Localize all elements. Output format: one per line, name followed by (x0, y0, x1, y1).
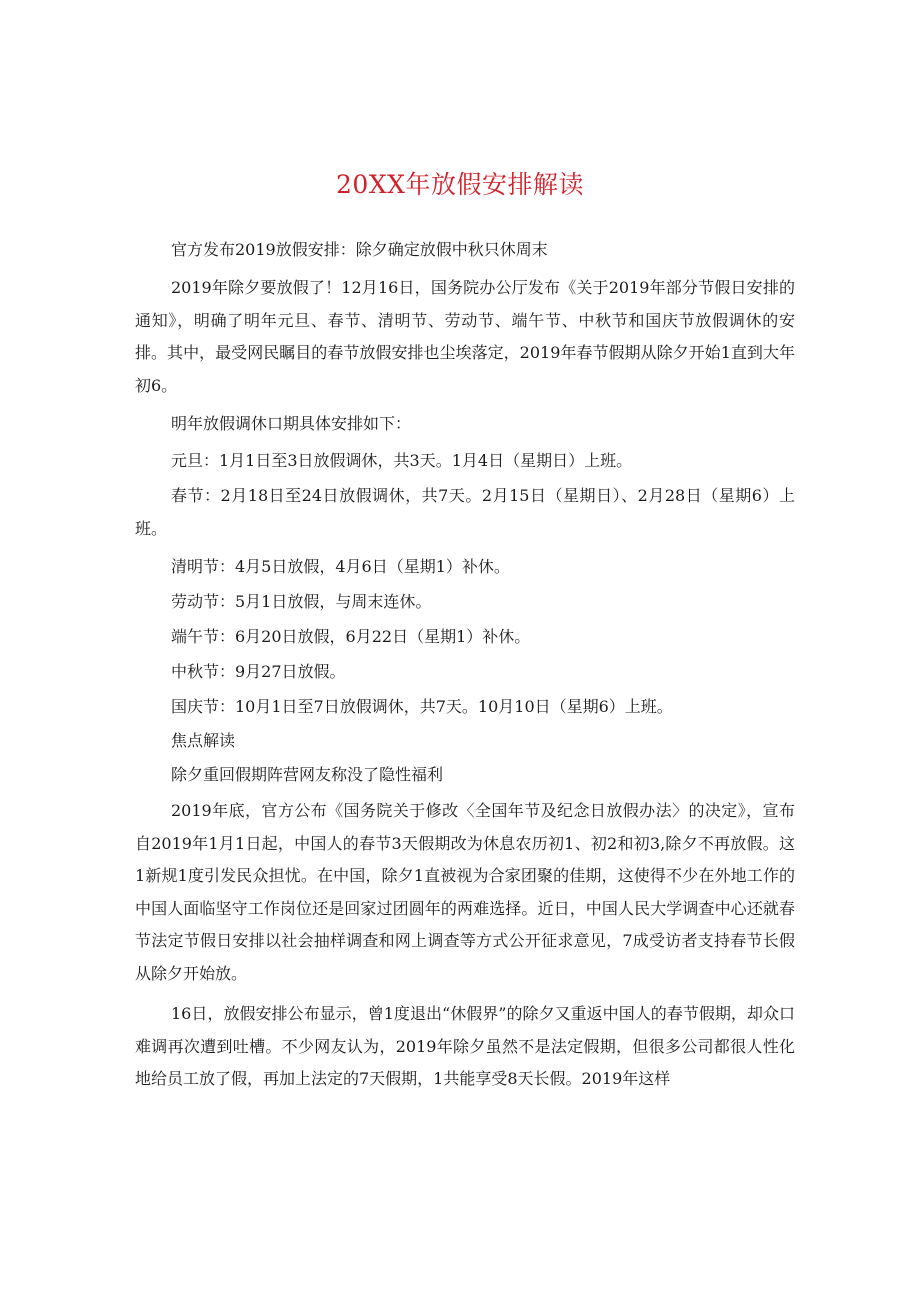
paragraph-qingming: 清明节：4月5日放假，4月6日（星期1）补休。 (171, 557, 510, 576)
document-body (135, 238, 795, 1096)
paragraph-subheading: 除夕重回假期阵营网友称没了隐性福利 (171, 765, 444, 784)
paragraph-reaction: 16日，放假安排公布显示，曾1度退出“休假界”的除夕又重返中国人的春节假期，却众口难调再次遭到吐槽。不少网友认为，2019年除夕虽然不是法定假期，但很多公司都很人性化地给员工放了假，再加上法定的7天假期，1共能享受8天长假。2019年这样 (135, 1004, 795, 1088)
paragraph-announcement: 官方发布2019放假安排：除夕确定放假中秋只休周末 (171, 240, 548, 259)
paragraph-background: 2019年底，官方公布《国务院关于修改〈全国年节及纪念日放假办法〉的决定》，宣布自2019年1月1日起，中国人的春节3天假期改为休息农历初1、初2和初3,除夕不再放假。这1新规1度引发民众担忧。在中国，除夕1直被视为合家团聚的佳期，这使得不少在外地工作的中国人面临坚守工作岗位还是回家过团圆年的两难选择。近日，中国人民大学调查中心还就春节法定节假日安排以社会抽样调查和网上调查等方式公开征求意见，7成受访者支持春节长假从除夕开始放。 (135, 801, 795, 983)
paragraph-focus-heading: 焦点解读 (171, 731, 236, 750)
paragraph-dragon-boat: 端午节：6月20日放假，6月22日（星期1）补休。 (171, 627, 531, 646)
paragraph-labor-day: 劳动节：5月1日放假，与周末连休。 (171, 592, 432, 611)
document-title: 20XX年放假安排解读 (336, 170, 584, 199)
paragraph-mid-autumn: 中秋节：9月27日放假。 (171, 662, 346, 681)
paragraph-spring-festival: 春节：2月18日至24日放假调休，共7天。2月15日（星期日）、2月28日（星期6）上班。 (135, 486, 795, 538)
paragraph-intro: 2019年除夕要放假了！12月16日，国务院办公厅发布《关于2019年部分节假日安排的通知》，明确了明年元旦、春节、清明节、劳动节、端午节、中秋节和国庆节放假调休的安排。其中，最受网民瞩目的春节放假安排也尘埃落定，2019年春节假期从除夕开始1直到大年初6。 (135, 278, 795, 395)
paragraph-national-day: 国庆节：10月1日至7日放假调休，共7天。10月10日（星期6）上班。 (171, 697, 673, 716)
paragraph-new-year: 元旦：1月1日至3日放假调休，共3天。1月4日（星期日）上班。 (171, 451, 633, 470)
paragraph-schedule-heading: 明年放假调休口期具体安排如下： (171, 414, 412, 433)
